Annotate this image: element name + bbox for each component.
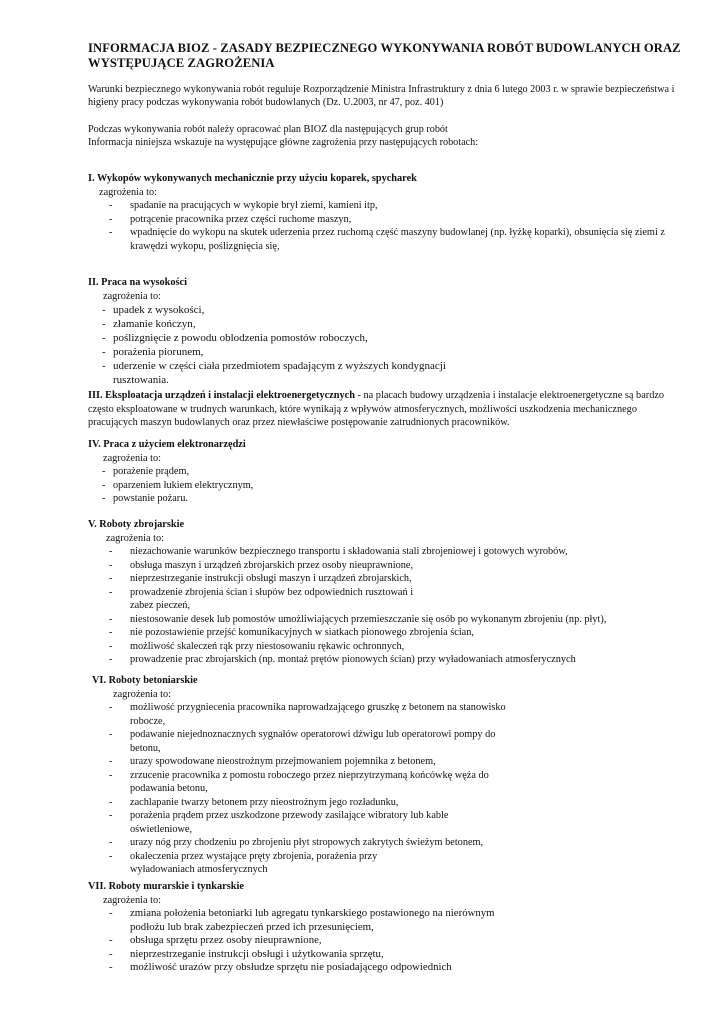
list-item: - nie pozostawienie przejść komunikacyjnych w siatkach pionowego zbrojenia ścian, (109, 627, 474, 638)
bullet-dash-icon: - (102, 318, 106, 330)
bullet-dash-icon: - (109, 934, 113, 946)
list-item: - niezachowanie warunków bezpiecznego transportu i składowania stali zbrojeniowej i gotowych wyrobów, (109, 546, 568, 557)
bullet-dash-icon: - (109, 769, 113, 781)
bullet-dash-icon: - (109, 573, 113, 584)
bullet-dash-icon: - (109, 640, 113, 652)
bullet-dash-icon: - (109, 729, 113, 740)
list-item: - wpadnięcie do wykopu na skutek uderzenia przez ruchomą część maszyny budowlanej (np. łyżkę koparki), obsunięcia się ziemi z krawędzi wykopu, poślizgnięcia się, (109, 227, 665, 252)
section-6 (88, 674, 678, 877)
list-item: - spadanie na pracujących w wykopie brył ziemi, kamieni itp, (109, 200, 378, 211)
section-heading: II. Praca na wysokości (88, 277, 187, 288)
bullet-dash-icon: - (109, 654, 113, 665)
bullet-dash-icon: - (102, 304, 106, 316)
list-item: - potrącenie pracownika przez części ruchome maszyn, (109, 213, 352, 225)
bullet-dash-icon: - (102, 493, 106, 504)
list-item: - podawanie niejednoznacznych sygnałów operatorowi dźwigu lub operatorowi pompy do betonu, (109, 729, 496, 754)
list-item: - niestosowanie desek lub pomostów umożliwiających przemieszczanie się osób po wykonanym zbrojeniu (np. płyt), (109, 613, 607, 625)
list-item: - powstanie pożaru. (102, 493, 188, 504)
bullet-dash-icon: - (109, 613, 113, 625)
hazards-label: zagrożenia to: (106, 532, 165, 544)
bullet-dash-icon: - (109, 586, 113, 598)
bullet-dash-icon: - (109, 213, 113, 225)
list-item: - porażenia piorunem, (102, 346, 204, 358)
list-item: - upadek z wysokości, (102, 304, 205, 316)
hazard-list (88, 701, 508, 877)
bullet-dash-icon: - (109, 756, 113, 767)
hazard-list (88, 199, 678, 253)
bullet-dash-icon: - (109, 546, 113, 557)
section-4 (88, 438, 678, 506)
list-item: - porażenie prądem, (102, 466, 190, 477)
list-item: - zmiana położenia betoniarki lub agregatu tynkarskiego postawionego na nierównym podłożu lub brak zabezpieczeń przed ich przesunięciem, (109, 907, 495, 933)
section-2 (88, 276, 678, 387)
bullet-dash-icon: - (109, 227, 113, 238)
list-item: - możliwość skaleczeń rąk przy niestosowaniu rękawic ochronnych, (109, 640, 405, 652)
bullet-dash-icon: - (102, 466, 106, 477)
bullet-dash-icon: - (102, 479, 106, 491)
bullet-dash-icon: - (109, 837, 113, 848)
document-title: INFORMACJA BIOZ - ZASADY BEZPIECZNEGO WYKONYWANIA ROBÓT BUDOWLANYCH ORAZ WYSTĘPUJĄCE ZAGROŻENIA (88, 41, 681, 70)
section-heading: V. Roboty zbrojarskie (88, 519, 185, 530)
section-text: - na placach budowy urządzenia i instalacje elektroenergetyczne są bardzo często eksploatowane w trudnych warunkach, które wynikają z wpływów atmosferycznych, możliwości uszkodzenia mechanicznego pracujących maszyn budowlanych oraz przez niewłaściwe postępowanie zatrudnionych pracowników. (88, 390, 665, 428)
bullet-dash-icon: - (109, 907, 113, 919)
list-item: - uderzenie w części ciała przedmiotem spadającym z wyższych kondygnacji rusztowania. (102, 360, 446, 386)
list-item: - oparzeniem łukiem elektrycznym, (102, 479, 254, 491)
list-item: - porażenia prądem przez uszkodzone przewody zasilające wibratory lub kable oświetleniowe, (109, 810, 449, 835)
plan-line-1: Podczas wykonywania robót należy opracować plan BIOZ dla następujących grup robót (88, 124, 448, 135)
bullet-dash-icon: - (109, 961, 113, 973)
list-item: - możliwość przygniecenia pracownika naprowadzającego gruszkę z betonem na stanowisko robocze, (109, 702, 506, 727)
intro-paragraph: Warunki bezpiecznego wykonywania robót reguluje Rozporządzenie Ministra Infrastruktury z dnia 6 lutego 2003 r. w sprawie bezpieczeństwa i higieny pracy podczas wykonywania robót budowlanych (Dz. U.2003, nr 47, poz. 401) (88, 84, 675, 109)
plan-line-2: Informacja niniejsza wskazuje na występujące główne zagrożenia przy następujących robotach: (88, 137, 479, 149)
section-3 (88, 389, 678, 430)
section-heading: III. Eksploatacja urządzeń i instalacji elektroenergetycznych (88, 390, 355, 401)
hazard-list (88, 545, 678, 667)
bullet-dash-icon: - (102, 360, 106, 372)
list-item: - prowadzenie zbrojenia ścian i słupów bez odpowiednich rusztowań i zabez pieczeń, (109, 586, 414, 611)
list-item: - nieprzestrzeganie instrukcji obsługi i użytkowania sprzętu, (109, 947, 384, 960)
hazards-label: zagrożenia to: (103, 452, 162, 464)
list-item: - możliwość urazów przy obsłudze sprzętu nie posiadającego odpowiednich (109, 961, 452, 973)
plan-paragraph (88, 123, 678, 150)
section-heading: I. Wykopów wykonywanych mechanicznie przy użyciu koparek, spycharek (88, 173, 417, 184)
section-heading: IV. Praca z użyciem elektronarzędzi (88, 439, 246, 450)
section-heading: VII. Roboty murarskie i tynkarskie (88, 881, 244, 892)
hazard-list (88, 907, 508, 975)
list-item: - urazy spowodowane nieostrożnym przejmowaniem pojemnika z betonem, (109, 756, 436, 767)
bullet-dash-icon: - (109, 796, 113, 808)
section-1 (88, 172, 678, 253)
list-item: - poślizgnięcie z powodu oblodzenia pomostów roboczych, (102, 332, 368, 344)
bullet-dash-icon: - (109, 947, 113, 960)
hazard-list (88, 303, 678, 387)
hazards-label: zagrożenia to: (113, 688, 172, 700)
hazards-label: zagrożenia to: (103, 290, 162, 302)
list-item: - obsługa maszyn i urządzeń zbrojarskich przez osoby nieuprawnione, (109, 559, 414, 571)
list-item: - nieprzestrzeganie instrukcji obsługi maszyn i urządzeń zbrojarskich, (109, 573, 412, 584)
list-item: - prowadzenie prac zbrojarskich (np. montaż prętów pionowych ścian) przy wyładowaniach atmosferycznych (109, 654, 576, 665)
bullet-dash-icon: - (109, 702, 113, 713)
bullet-dash-icon: - (109, 850, 113, 862)
section-5 (88, 518, 678, 667)
bullet-dash-icon: - (102, 332, 106, 344)
bullet-dash-icon: - (109, 200, 113, 211)
hazard-list (88, 465, 678, 506)
list-item: - złamanie kończyn, (102, 318, 196, 330)
list-item: - obsługa sprzętu przez osoby nieuprawnione, (109, 934, 322, 946)
bullet-dash-icon: - (109, 559, 113, 571)
section-7 (88, 880, 678, 975)
bullet-dash-icon: - (102, 346, 106, 358)
bullet-dash-icon: - (109, 810, 113, 821)
list-item: - zrzucenie pracownika z pomostu roboczego przez nieprzytrzymaną końcówkę węża do podawania betonu, (109, 769, 489, 794)
list-item: - urazy nóg przy chodzeniu po zbrojeniu płyt stropowych zakrytych świeżym betonem, (109, 837, 484, 848)
hazards-label: zagrożenia to: (99, 186, 158, 198)
hazards-label: zagrożenia to: (103, 894, 162, 906)
list-item: - zachlapanie twarzy betonem przy nieostrożnym jego rozładunku, (109, 796, 399, 808)
list-item: - okaleczenia przez wystające pręty zbrojenia, porażenia przy wyładowaniach atmosferycznych (109, 850, 378, 875)
section-heading: VI. Roboty betoniarskie (92, 675, 198, 686)
bullet-dash-icon: - (109, 627, 113, 638)
